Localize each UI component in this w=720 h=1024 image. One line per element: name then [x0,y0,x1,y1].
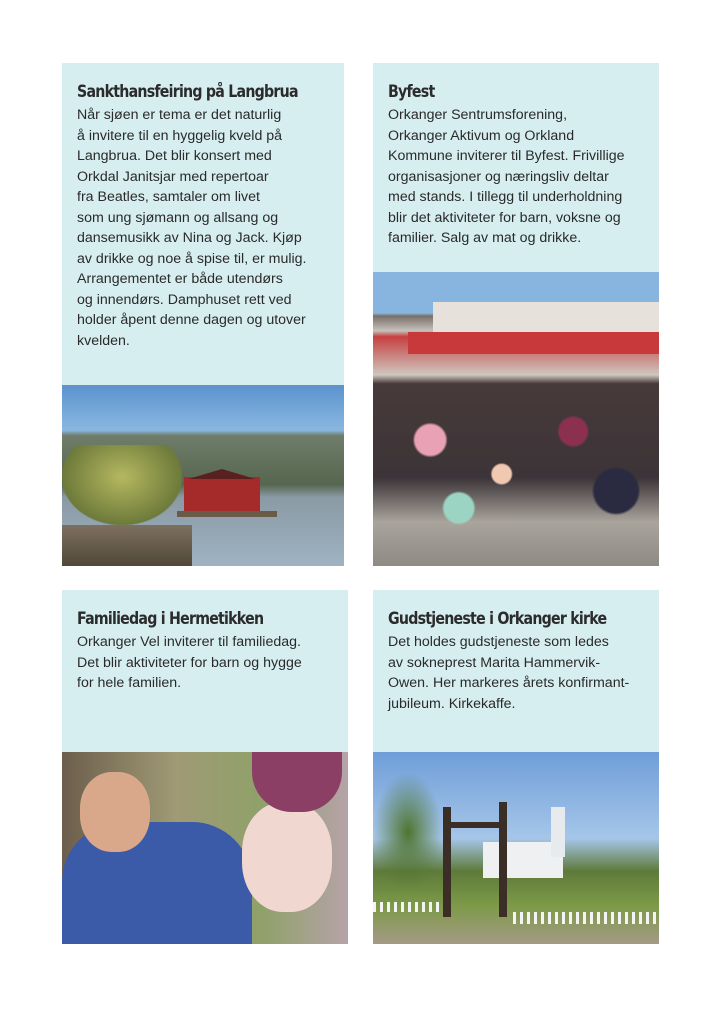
card-body-line: Orkdal Janitsjar med repertoar [77,168,269,185]
card-body-line: blir det aktiviteter for barn, voksne og [388,209,621,226]
photo-face-painting [62,752,348,944]
card-body-line: fra Beatles, samtaler om livet [77,189,260,205]
card-title: Gudstjeneste i Orkanger kirke [388,609,607,628]
card-body-line: jubileum. Kirkekaffe. [388,695,516,712]
card-body-line: Orkanger Vel inviterer til familiedag. [77,634,301,650]
card-body-line: Owen. Her markeres årets konfirmant- [388,675,630,691]
card-body-line: organisasjoner og næringsliv deltar [388,168,609,185]
photo-boathouse-fjord [62,385,344,566]
event-card-sankthans [62,63,344,566]
card-body-line: Langbrua. Det blir konsert med [77,148,272,164]
event-card-familiedag [62,590,348,944]
card-title: Familiedag i Hermetikken [77,609,264,628]
card-body-line: Kommune inviterer til Byfest. Frivillige [388,148,625,164]
card-body-line: å invitere til en hyggelig kveld på [77,127,283,144]
card-body-line: av sokneprest Marita Hammervik- [388,654,601,671]
card-body-line: av drikke og noe å spise til, er mulig. [77,250,307,267]
card-text [373,590,659,714]
event-card-byfest [373,63,659,566]
card-body-line: og innendørs. Damphuset rett ved [77,291,292,308]
card-body-line: dansemusikk av Nina og Jack. Kjøp [77,230,302,246]
card-body-line: Det holdes gudstjeneste som ledes [388,634,609,650]
card-title: Sankthansfeiring på Langbrua [77,82,298,101]
card-body-line: Når sjøen er tema er det naturlig [77,107,282,123]
card-body-line: Orkanger Sentrumsforening, [388,107,568,123]
card-body-line: Orkanger Aktivum og Orkland [388,127,575,144]
card-text [62,590,348,694]
card-title: Byfest [388,82,435,101]
photo-town-festival-crowd [373,272,659,566]
card-body-line: med stands. I tillegg til underholdning [388,189,623,205]
card-body-line: som ung sjømann og allsang og [77,209,279,226]
photo-church-gate [373,752,659,944]
card-text [373,63,659,249]
card-body-line: kvelden. [77,332,130,349]
card-body-line: Arrangementet er både utendørs [77,271,283,287]
card-text [62,63,344,351]
card-body-line: for hele familien. [77,675,182,691]
card-body-line: Det blir aktiviteter for barn og hygge [77,654,302,671]
event-card-gudstjeneste [373,590,659,944]
card-body-line: holder åpent denne dagen og utover [77,312,306,328]
card-body-line: familier. Salg av mat og drikke. [388,230,582,246]
